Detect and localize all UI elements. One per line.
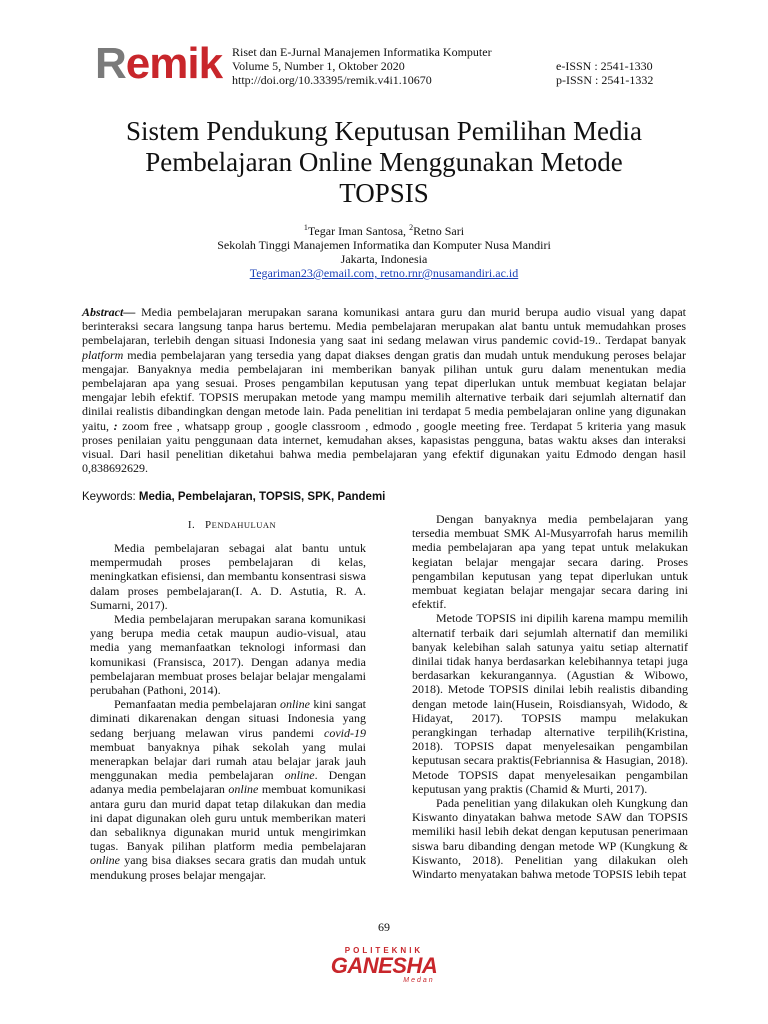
keywords: Keywords: Media, Pembelajaran, TOPSIS, SPK, Pandemi (82, 491, 386, 503)
abstract: Abstract— Media pembelajaran merupakan sarana komunikasi antara guru dan murid berupa audio visual yang dapat berinteraksi secara langsung tanpa harus bertemu. Media pembelajaran merupakan alat bantu untuk memudahkan proses pembelajaran, terlebih dengan situasi Indonesia yang saat ini sedang melawan virus pandemic covid-19.. Terdapat banyak platform media pembelajaran yang tersedia yang dapat diakses dengan gratis dan mudah untuk mendukung peroses belajar mengajar. Banyaknya media pembelajaran ini memberikan banyak pilihan untuk guru dalam menentukan media pembelajaran apa yang sesuai. Proses pengambilan keputusan yang tepat diperlukan untuk membuat kegiatan belajar mengajar lebih efektif. TOPSIS merupakan metode yang mampu memilih alternative terbaik dari sejumlah alternatif dan dinilai realistis dibandingkan dengan metode lain. Pada penelitian ini terdapat 5 media pembelajaran online yang digunakan yaitu, : zoom free , whatsapp group , google classroom , edmodo , google meeting free. Terdapat 5 kriteria yang masuk proses penilaian yaitu penggunaan data internet, kemudahan akses, kapasistas pengguna, batas waktu akses dan interaksi visual. Dari hasil penelitian diketahui bahwa media pembelajaran yang efektif digunakan yaitu Edmodo dengan hasil 0,838692629. (82, 305, 686, 476)
paragraph: Media pembelajaran sebagai alat bantu untuk mempermudah proses pembelajaran di kelas, meningkatkan efisiensi, dan membantu konsentrasi siswa dalam proses pembelajaran(I. A. D. Astutia, R. A. Sumarni, 2017). (90, 541, 366, 612)
paragraph: Metode TOPSIS ini dipilih karena mampu memilih alternatif terbaik dari sejumlah alternatif dan memiliki banyak kelebihan salah satunya yaitu setiap alternatif dinilai tidak hanya berdasarkan kelebihannya tetapi juga berdasarkan kekurangannya. (Agustian & Wibowo, 2018). Metode TOPSIS dinilai lebih realistis dibanding dengan metode lain(Husein, Roisdiansyah, Widodo, & Hidayat, 2017). TOPSIS mampu melakukan perangkingan terhadap alternative terpilih(Kristina, 2018). TOPSIS dapat menyelesaikan pengambilan keputusan secara praktis(Febriannisa & Hasugian, 2018). Metode TOPSIS dapat menyelesaikan pengambilan keputusan yang praktis (Chamid & Murti, 2017). (412, 611, 688, 796)
title-line-1: Sistem Pendukung Keputusan Pemilihan Media (126, 116, 642, 146)
p-issn: p-ISSN : 2541-1332 (556, 73, 654, 87)
author-names: $^1$Tegar Iman Santosa, $^2$Retno Sari (303, 223, 465, 238)
affiliation: Sekolah Tinggi Manajemen Informatika dan Komputer Nusa Mandiri (217, 238, 551, 252)
paragraph: Media pembelajaran merupakan sarana komunikasi yang berupa media cetak maupun audio-visual, atau media yang memanfaatkan teknologi informasi dan komunikasi (Fransisca, 2017). Dengan adanya media pembelajaran membuat proses belajar belajar mengalami perubahan (Pathoni, 2014). (90, 612, 366, 698)
paragraph: Pada penelitian yang dilakukan oleh Kungkung dan Kiswanto dinyatakan bahwa metode SAW dan TOPSIS memiliki hasil lebih dekat dengan keputusan penerimaan siswa baru dibanding dengan metode WP (Kungkung & Kiswanto, 2018). Penelitian yang dilakukan oleh Windarto menyatakan bahwa metode TOPSIS lebih tepat (412, 796, 688, 882)
e-issn: e-ISSN : 2541-1330 (556, 59, 653, 73)
left-column (90, 541, 366, 882)
abstract-label: Abstract— (82, 305, 136, 319)
journal-doi[interactable]: http://doi.org/10.33395/remik.v4i1.10670 (232, 73, 432, 87)
page-number: 69 (378, 920, 390, 934)
title-line-3: TOPSIS (339, 178, 429, 208)
right-column (412, 512, 688, 881)
paragraph: Dengan banyaknya media pembelajaran yang tersedia membuat SMK Al-Musyarrofah harus memilih media pembelajaran apa yang tepat untuk melakukan kegiatan belajar mengajar secara daring. Proses pengambilan keputusan yang tepat diperlukan untuk membuat kegiatan belajar mengajar secara daring ini efektif. (412, 512, 688, 612)
remik-logo: Remik (95, 39, 223, 88)
paragraph: Pemanfaatan media pembelajaran online kini sangat diminati dikarenakan dengan situasi Indonesia yang sedang berjuang melawan virus pandemi covid-19 membuat banyaknya pihak sekolah yang mulai menerapkan belajar dari rumah atau belajar jarak jauh menggunakan media pembelajaran online. Dengan adanya media pembelajaran online membuat komunikasi antara guru dan murid dapat tetap dilakukan dan media ini dapat digunakan oleh guru untuk memberikan materi dan sebaliknya digunakan murid untuk mengirimkan tugas. Banyak pilihan platform media pembelajaran online yang bisa diakses secara gratis dan mudah untuk mendukung proses belajar mengajar. (90, 697, 366, 882)
journal-volume: Volume 5, Number 1, Oktober 2020 (232, 59, 405, 73)
location: Jakarta, Indonesia (340, 252, 428, 266)
author-block (40, 221, 728, 280)
ganesha-logo: POLITEKNIK GANESHA Medan (330, 946, 438, 984)
title-line-2: Pembelajaran Online Menggunakan Metode (145, 147, 623, 177)
paper-title (40, 116, 728, 209)
section-heading: I. PENDAHULUAN (187, 519, 277, 531)
journal-name: Riset dan E-Jurnal Manajemen Informatika Komputer (232, 45, 492, 59)
author-emails[interactable]: Tegariman23@email.com, retno.rnr@nusamandiri.ac.id (249, 266, 519, 280)
